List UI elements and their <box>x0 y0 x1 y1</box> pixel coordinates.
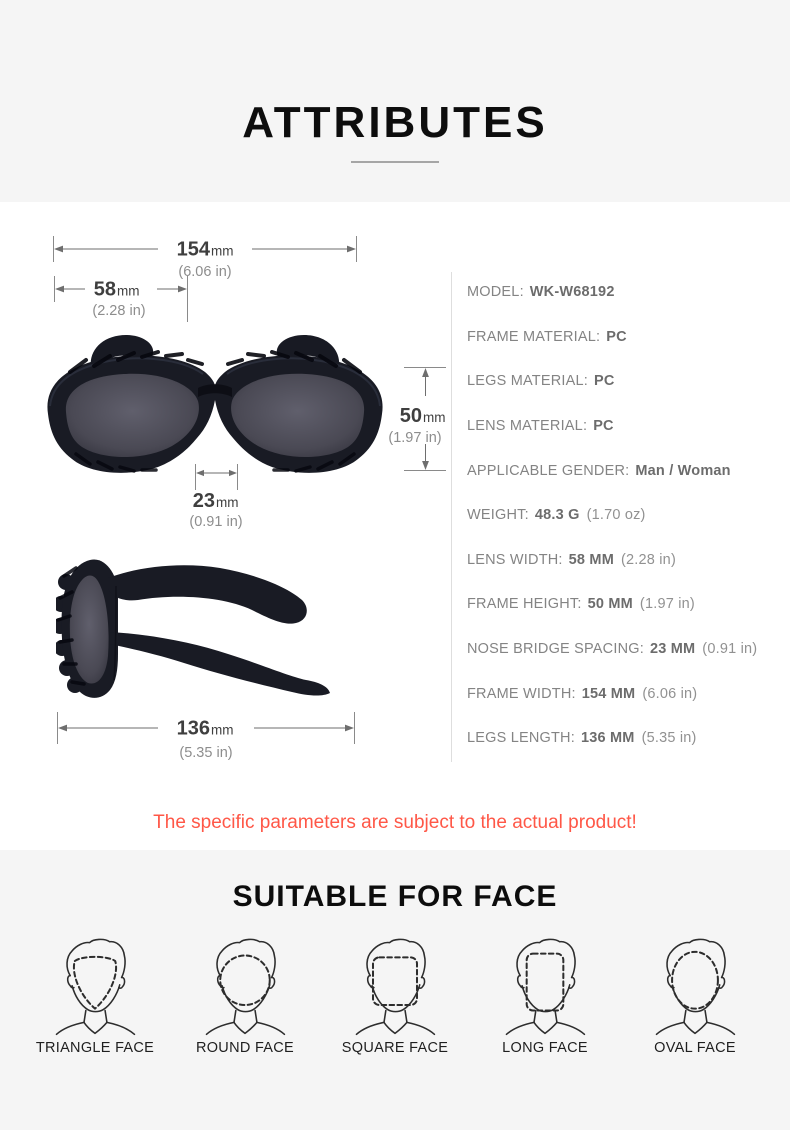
spec-row-legs-length <box>467 716 779 761</box>
face-card-square <box>324 928 466 1056</box>
frame-width-unit: mm <box>211 243 234 259</box>
spec-value: 136 MM <box>580 730 635 747</box>
spec-label: LENS WIDTH: <box>467 551 563 568</box>
spec-row-weight <box>467 493 779 538</box>
spec-value: 58 MM <box>568 551 614 568</box>
attributes-header-section <box>0 0 790 202</box>
face-label: LONG FACE <box>502 1040 588 1056</box>
frame-height-value: 50 <box>399 405 422 427</box>
faces-section-title: SUITABLE FOR FACE <box>232 880 558 913</box>
title-underline <box>351 161 439 163</box>
spec-value: 23 MM <box>649 641 696 658</box>
spec-extra: (0.91 in) <box>702 641 758 658</box>
spec-label: FRAME MATERIAL: <box>467 328 601 345</box>
spec-label: MODEL: <box>467 284 524 301</box>
disclaimer-text: The specific parameters are subject to the actual product! <box>153 812 637 833</box>
suitable-for-face-section <box>0 850 790 1130</box>
face-card-triangle <box>24 928 166 1056</box>
round-face-icon <box>190 928 300 1038</box>
nose-bridge-unit: mm <box>216 495 239 510</box>
disclaimer-notice <box>0 812 790 834</box>
spec-row-gender <box>467 448 779 493</box>
spec-value: Man / Woman <box>635 462 731 479</box>
spec-row-nose-bridge <box>467 627 779 672</box>
lens-width-value: 58 <box>93 278 116 301</box>
spec-label: LENS MATERIAL: <box>467 418 588 435</box>
frame-height-unit: mm <box>423 410 446 425</box>
legs-length-inches: (5.35 in) <box>179 745 233 761</box>
legs-length-dimension <box>56 712 356 764</box>
nose-bridge-value: 23 <box>192 490 215 512</box>
spec-extra: (5.35 in) <box>641 730 697 747</box>
legs-length-unit: mm <box>211 722 234 738</box>
spec-label: LEGS LENGTH: <box>467 730 575 747</box>
lens-width-unit: mm <box>117 283 140 299</box>
face-label: SQUARE FACE <box>341 1040 449 1056</box>
face-card-long <box>474 928 616 1056</box>
square-face-icon <box>340 928 450 1038</box>
legs-length-value: 136 <box>176 717 210 740</box>
lens-width-inches: (2.28 in) <box>92 303 146 319</box>
spec-row-frame-material <box>467 315 779 360</box>
nose-bridge-inches: (0.91 in) <box>189 514 243 530</box>
face-label: ROUND FACE <box>195 1040 295 1056</box>
face-label: OVAL FACE <box>654 1040 736 1056</box>
sunglasses-side-image <box>56 554 334 712</box>
spec-label: NOSE BRIDGE SPACING: <box>467 641 644 658</box>
spec-extra: (6.06 in) <box>642 685 698 702</box>
spec-value: PC <box>593 418 614 435</box>
triangle-face-icon <box>40 928 150 1038</box>
frame-height-dimension <box>382 366 448 472</box>
page-title: ATTRIBUTES <box>242 98 548 147</box>
spec-row-frame-width <box>467 671 779 716</box>
spec-list <box>467 270 779 761</box>
spec-row-lens-material <box>467 404 779 449</box>
content-divider <box>451 272 452 762</box>
spec-value: 154 MM <box>581 685 636 702</box>
long-face-icon <box>490 928 600 1038</box>
oval-face-icon <box>640 928 750 1038</box>
spec-value: WK-W68192 <box>529 284 615 301</box>
spec-value: 50 MM <box>587 596 633 613</box>
spec-label: WEIGHT: <box>467 507 529 524</box>
face-card-oval <box>624 928 766 1056</box>
spec-value: 48.3 G <box>534 507 580 524</box>
face-card-round <box>174 928 316 1056</box>
face-label: TRIANGLE FACE <box>35 1040 155 1056</box>
spec-label: LEGS MATERIAL: <box>467 373 588 390</box>
spec-label: FRAME WIDTH: <box>467 685 576 702</box>
spec-extra: (1.97 in) <box>639 596 695 613</box>
spec-row-frame-height <box>467 582 779 627</box>
spec-row-model <box>467 270 779 315</box>
nose-bridge-dimension <box>170 464 262 530</box>
frame-height-inches: (1.97 in) <box>388 430 442 446</box>
spec-extra: (1.70 oz) <box>586 507 646 524</box>
face-types-row <box>0 914 790 1056</box>
spec-row-legs-material <box>467 359 779 404</box>
spec-row-lens-width <box>467 538 779 583</box>
spec-extra: (2.28 in) <box>620 551 676 568</box>
frame-width-value: 154 <box>176 238 210 261</box>
spec-label: APPLICABLE GENDER: <box>467 462 630 479</box>
spec-value: PC <box>593 373 615 390</box>
frame-width-inches: (6.06 in) <box>178 264 232 280</box>
spec-label: FRAME HEIGHT: <box>467 596 582 613</box>
spec-value: PC <box>606 328 627 345</box>
